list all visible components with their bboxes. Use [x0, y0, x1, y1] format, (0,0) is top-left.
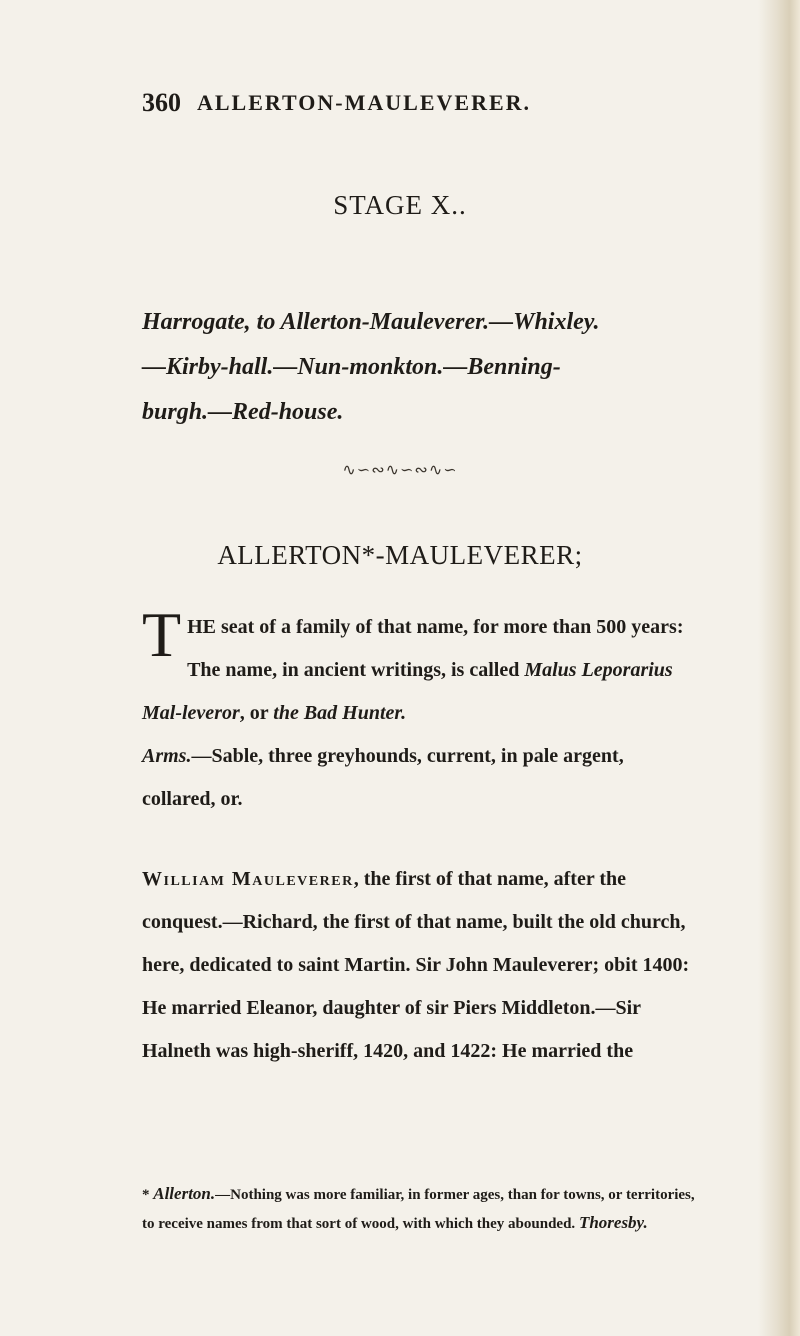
- lineage-text: , the first of that name, after the conquest.—Richard, the first of that name, built the old church, here, dedicated to saint Martin. Sir John Mauleverer; obit 1400: He married Eleanor, daughter of sir Piers Middleton.—Sir Halneth was high-sheriff, 1420, and 1422: He married the: [142, 868, 690, 1062]
- footnote-term: Allerton.: [153, 1184, 216, 1203]
- section-heading: ALLERTON*-MAULEVERER;: [217, 540, 583, 570]
- drop-cap: T: [142, 599, 182, 670]
- lineage-name: William Mauleverer: [142, 868, 354, 890]
- footnote: [142, 1180, 702, 1238]
- page-number: 360: [142, 88, 181, 117]
- english-name: the Bad Hunter.: [273, 702, 407, 724]
- intro-paragraph: [142, 599, 702, 821]
- footnote-text: —Nothing was more familiar, in former ages, than for towns, or territories, to receive names from that sort of wood, with which they abounded.: [142, 1187, 695, 1232]
- footnote-source: Thoresby.: [578, 1213, 648, 1232]
- running-head: ALLERTON-MAULEVERER.: [197, 90, 532, 115]
- latin-name: Malus Leporarius Mal-leveror: [142, 659, 673, 724]
- page-header: [142, 88, 702, 118]
- route-description: [142, 300, 702, 435]
- ornament-divider: ∿∽∾∿∽∾∿∽: [342, 462, 458, 479]
- footnote-marker: *: [142, 1187, 154, 1203]
- arms-text: —Sable, three greyhounds, current, in pale argent, collared, or.: [142, 745, 624, 810]
- stage-title: STAGE X..: [333, 190, 467, 220]
- route-line: burgh.—Red-house.: [142, 399, 344, 425]
- route-line: Harrogate, to Allerton-Mauleverer.—Whixley.: [142, 309, 600, 335]
- arms-label: Arms.: [142, 745, 192, 767]
- intro-text: , or: [239, 702, 274, 724]
- intro-text: HE seat of a family of that name, for more than 500 years: The name, in ancient writings, is called: [187, 616, 684, 681]
- route-line: —Kirby-hall.—Nun-monkton.—Benning-: [142, 354, 561, 380]
- lineage-paragraph: [142, 858, 702, 1073]
